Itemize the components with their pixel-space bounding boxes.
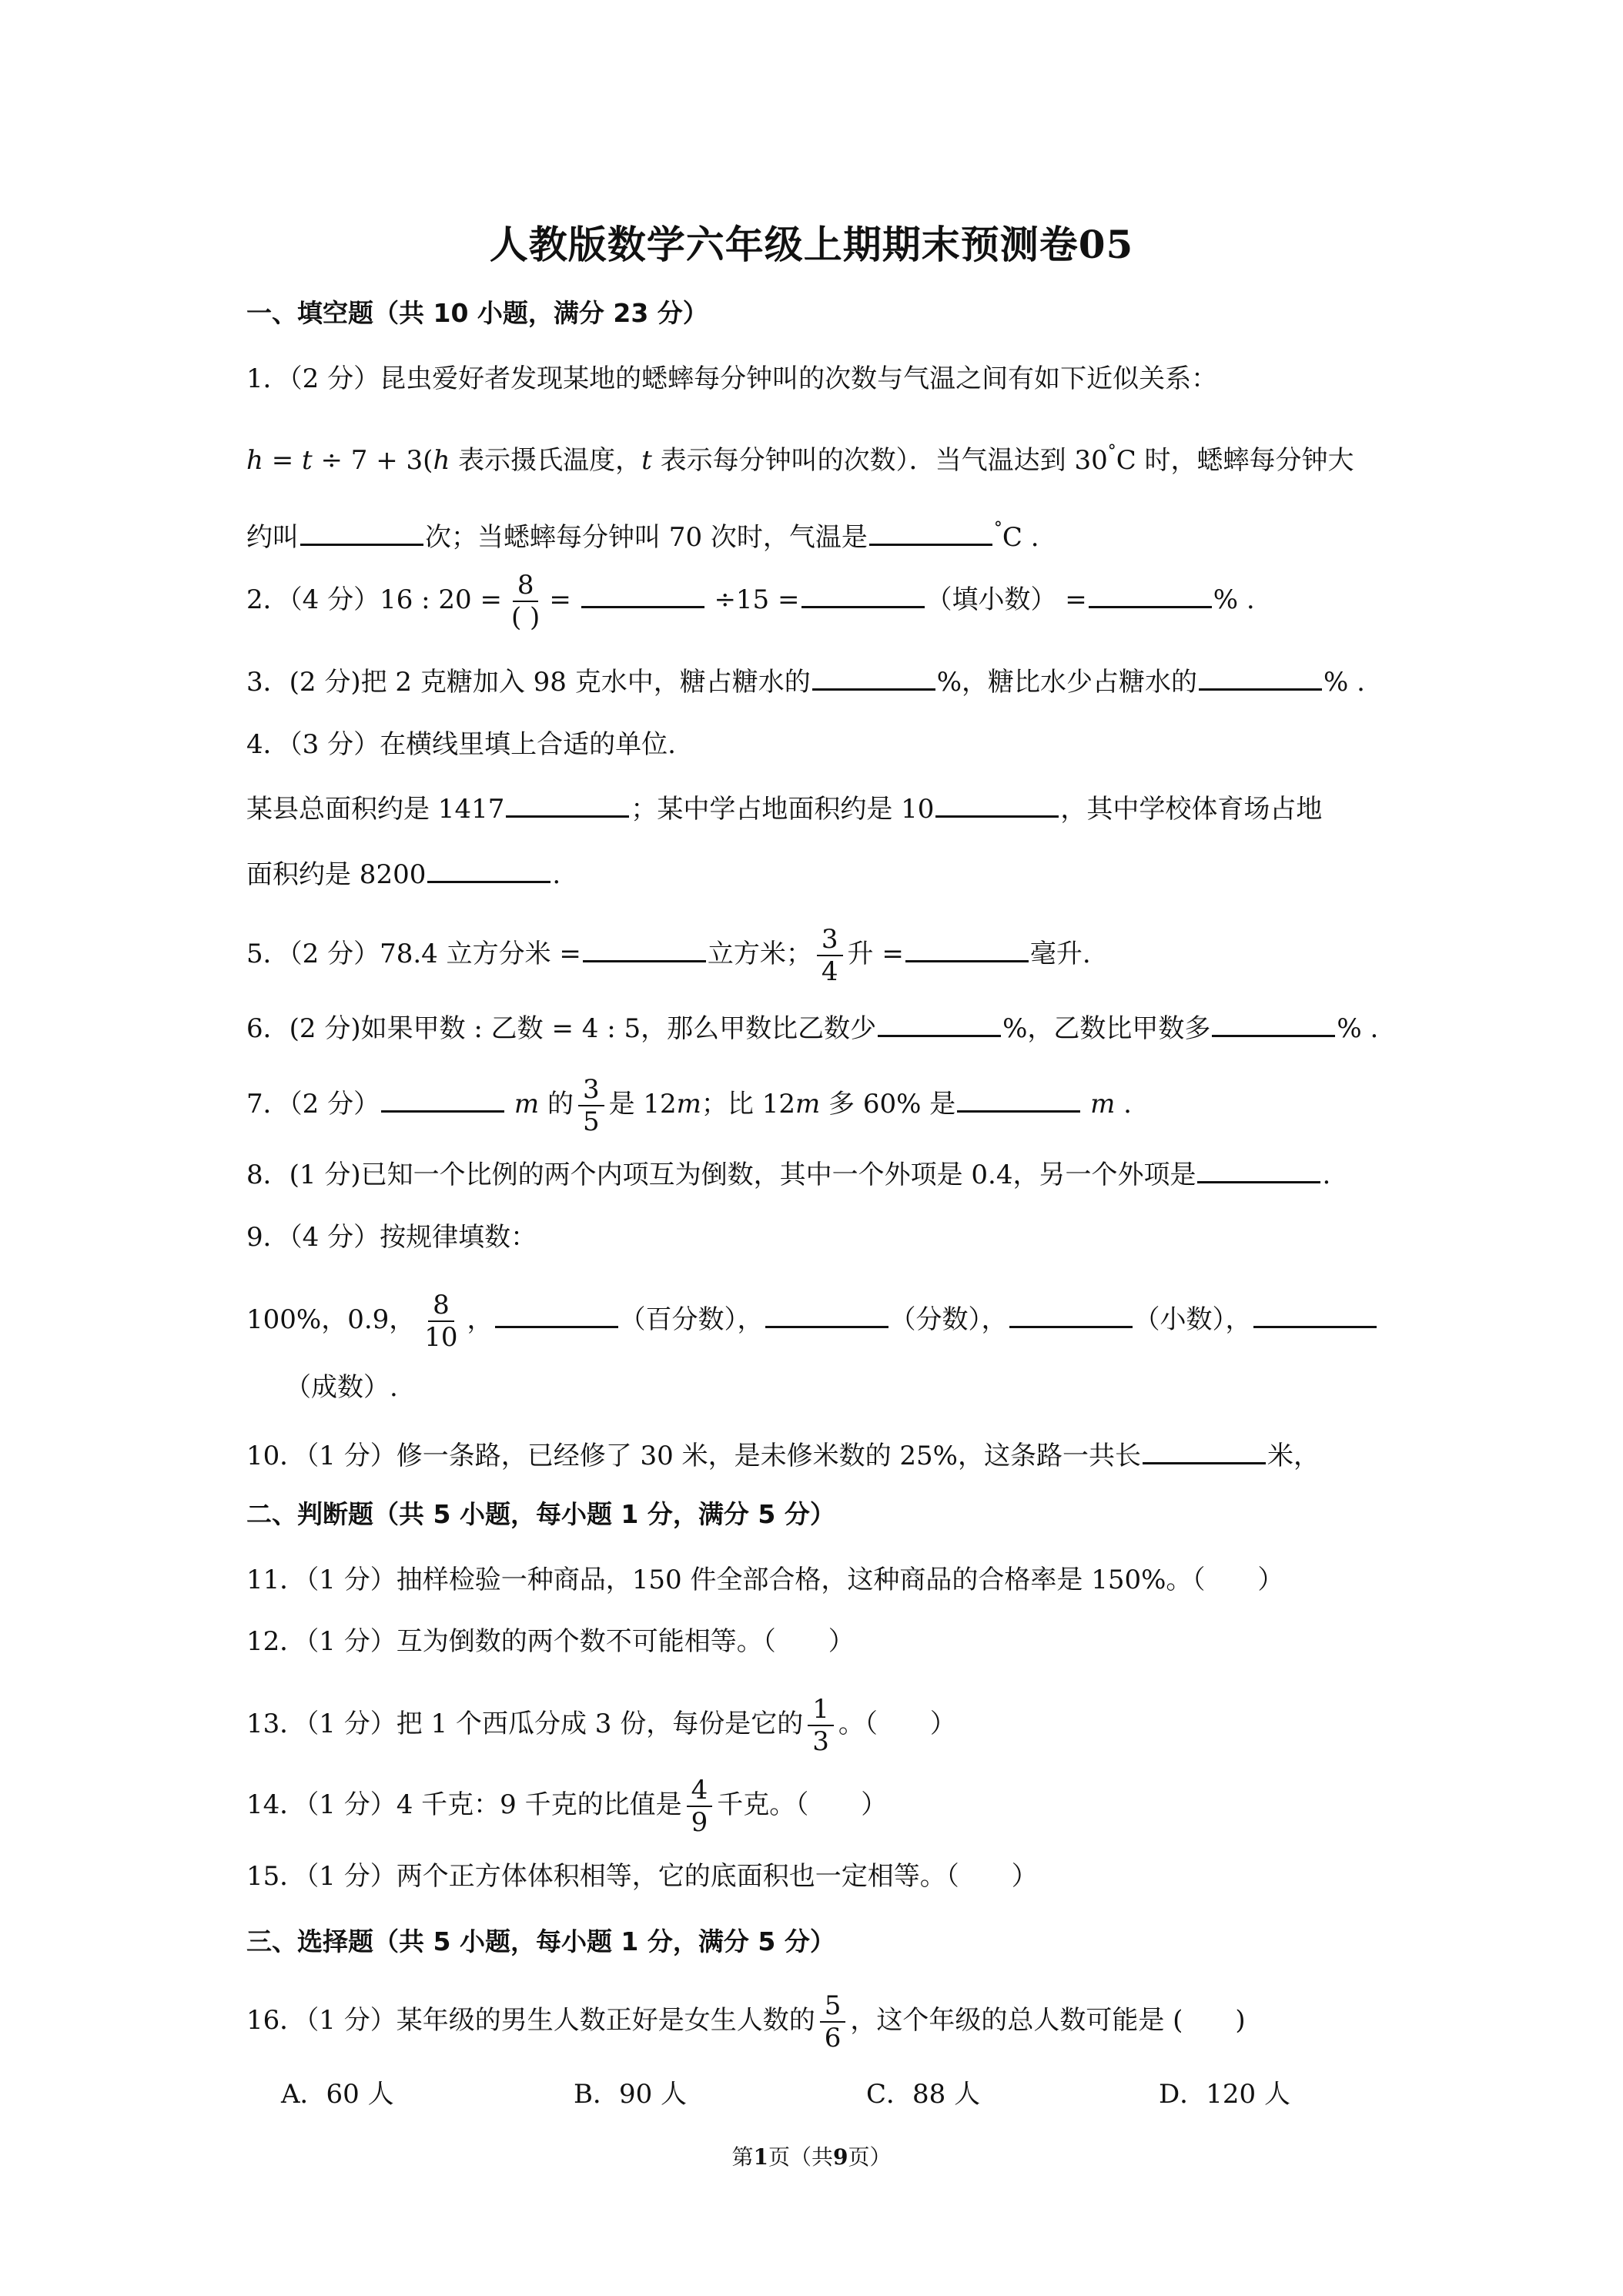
fraction: $\frac{8}{10}$ — [424, 1290, 458, 1353]
answer-blank[interactable] — [495, 1300, 618, 1328]
answer-blank[interactable] — [427, 855, 550, 883]
fraction: $\frac{5}{6}$ — [820, 1990, 846, 2053]
question-1-line-2: h = t ÷ 7 + 3(h 表示摄氏温度，t 表示每分钟叫的次数）．当气温达到 30°C 时，蟋蟀每分钟大 — [246, 442, 1354, 476]
fraction: $\frac{8}{( )}$ — [510, 570, 540, 633]
fraction: $\frac{4}{9}$ — [687, 1775, 713, 1838]
answer-blank[interactable] — [957, 1084, 1080, 1113]
question-1-line-1: 1．（2 分）昆虫爱好者发现某地的蟋蟀每分钟叫的次数与气温之间有如下近似关系： — [246, 363, 1218, 394]
question-4-line-1: 4．（3 分）在横线里填上合适的单位. — [246, 729, 676, 760]
answer-blank[interactable] — [1253, 1300, 1377, 1328]
question-11: 11．（1 分）抽样检验一种商品，150 件全部合格，这种商品的合格率是 150%。（ ） — [246, 1565, 1284, 1595]
question-1-line-3: 约叫 次；当蟋蟀每分钟叫 70 次时，气温是 °C . — [246, 519, 1039, 553]
section-heading-fill-in: 一、填空题（共 10 小题，满分 23 分） — [246, 298, 708, 328]
option-d[interactable]: D．120 人 — [1159, 2079, 1290, 2110]
answer-blank[interactable] — [506, 789, 629, 818]
answer-blank[interactable] — [1009, 1300, 1133, 1328]
question-14: 14．（1 分）4 千克：9 千克的比值是 $\frac{4}{9}$ 千克。（ ） — [246, 1775, 888, 1838]
question-9-line-1: 9．（4 分）按规律填数： — [246, 1222, 537, 1253]
option-a[interactable]: A．60 人 — [281, 2079, 394, 2110]
question-12: 12．（1 分）互为倒数的两个数不可能相等。（ ） — [246, 1626, 855, 1657]
answer-blank[interactable] — [581, 580, 704, 608]
fraction: $\frac{1}{3}$ — [808, 1694, 834, 1757]
question-5: 5．（2 分）78.4 立方分米 = 立方米； $\frac{3}{4}$ 升 = 毫升. — [246, 924, 1091, 987]
answer-blank[interactable] — [1143, 1436, 1266, 1464]
answer-blank[interactable] — [300, 517, 423, 546]
section-heading-judgment: 二、判断题（共 5 小题，每小题 1 分，满分 5 分） — [246, 1499, 835, 1529]
question-2: 2．（4 分）16 : 20 = $\frac{8}{( )}$ = ÷15 = （填小数） = % . — [246, 570, 1255, 633]
answer-blank[interactable] — [583, 934, 706, 962]
question-16: 16．（1 分）某年级的男生人数正好是女生人数的 $\frac{5}{6}$ ，这个年级的总人数可能是 ( ) — [246, 1990, 1246, 2053]
answer-blank[interactable] — [869, 517, 992, 546]
answer-blank[interactable] — [765, 1300, 888, 1328]
page-title: 人教版数学六年级上期期末预测卷05 — [489, 222, 1134, 267]
answer-blank[interactable] — [1199, 662, 1322, 691]
answer-blank[interactable] — [1089, 580, 1212, 608]
question-9-line-3: （成数）. — [285, 1372, 398, 1403]
fraction: $\frac{3}{4}$ — [817, 924, 843, 987]
fraction: $\frac{3}{5}$ — [578, 1074, 604, 1137]
answer-blank[interactable] — [878, 1009, 1001, 1037]
question-4-line-3: 面积约是 8200 . — [246, 855, 561, 892]
question-8: 8．(1 分)已知一个比例的两个内项互为倒数，其中一个外项是 0.4，另一个外项是 . — [246, 1155, 1330, 1192]
option-c[interactable]: C．88 人 — [866, 2079, 981, 2110]
question-15: 15．（1 分）两个正方体体积相等，它的底面积也一定相等。（ ） — [246, 1861, 1038, 1892]
question-10: 10．（1 分）修一条路，已经修了 30 米，是未修米数的 25%，这条路一共长 米， — [246, 1436, 1320, 1473]
page-footer: 第1页（共9页） — [731, 2144, 892, 2170]
question-4-line-2: 某县总面积约是 1417 ；某中学占地面积约是 10 ，其中学校体育场占地 — [246, 789, 1322, 826]
answer-blank[interactable] — [935, 789, 1059, 818]
answer-blank[interactable] — [905, 934, 1029, 962]
answer-blank[interactable] — [381, 1084, 504, 1113]
section-heading-choice: 三、选择题（共 5 小题，每小题 1 分，满分 5 分） — [246, 1926, 835, 1956]
answer-blank[interactable] — [812, 662, 935, 691]
question-7: 7．（2 分） m 的 $\frac{3}{5}$ 是 12m；比 12m 多 60% 是 m . — [246, 1074, 1132, 1137]
question-9-line-2: 100%，0.9， $\frac{8}{10}$ ， （百分数）， （分数）， （小数）， — [246, 1290, 1378, 1353]
question-13: 13．（1 分）把 1 个西瓜分成 3 份，每份是它的 $\frac{1}{3}$ 。（ ） — [246, 1694, 956, 1757]
answer-blank[interactable] — [1212, 1009, 1335, 1037]
option-b[interactable]: B．90 人 — [574, 2079, 688, 2110]
answer-blank[interactable] — [1197, 1155, 1320, 1183]
question-3: 3．(2 分)把 2 克糖加入 98 克水中，糖占糖水的 %，糖比水少占糖水的 % . — [246, 662, 1365, 699]
answer-blank[interactable] — [801, 580, 925, 608]
question-6: 6．(2 分)如果甲数 : 乙数 = 4 : 5，那么甲数比乙数少 %，乙数比甲数多 % . — [246, 1009, 1378, 1046]
